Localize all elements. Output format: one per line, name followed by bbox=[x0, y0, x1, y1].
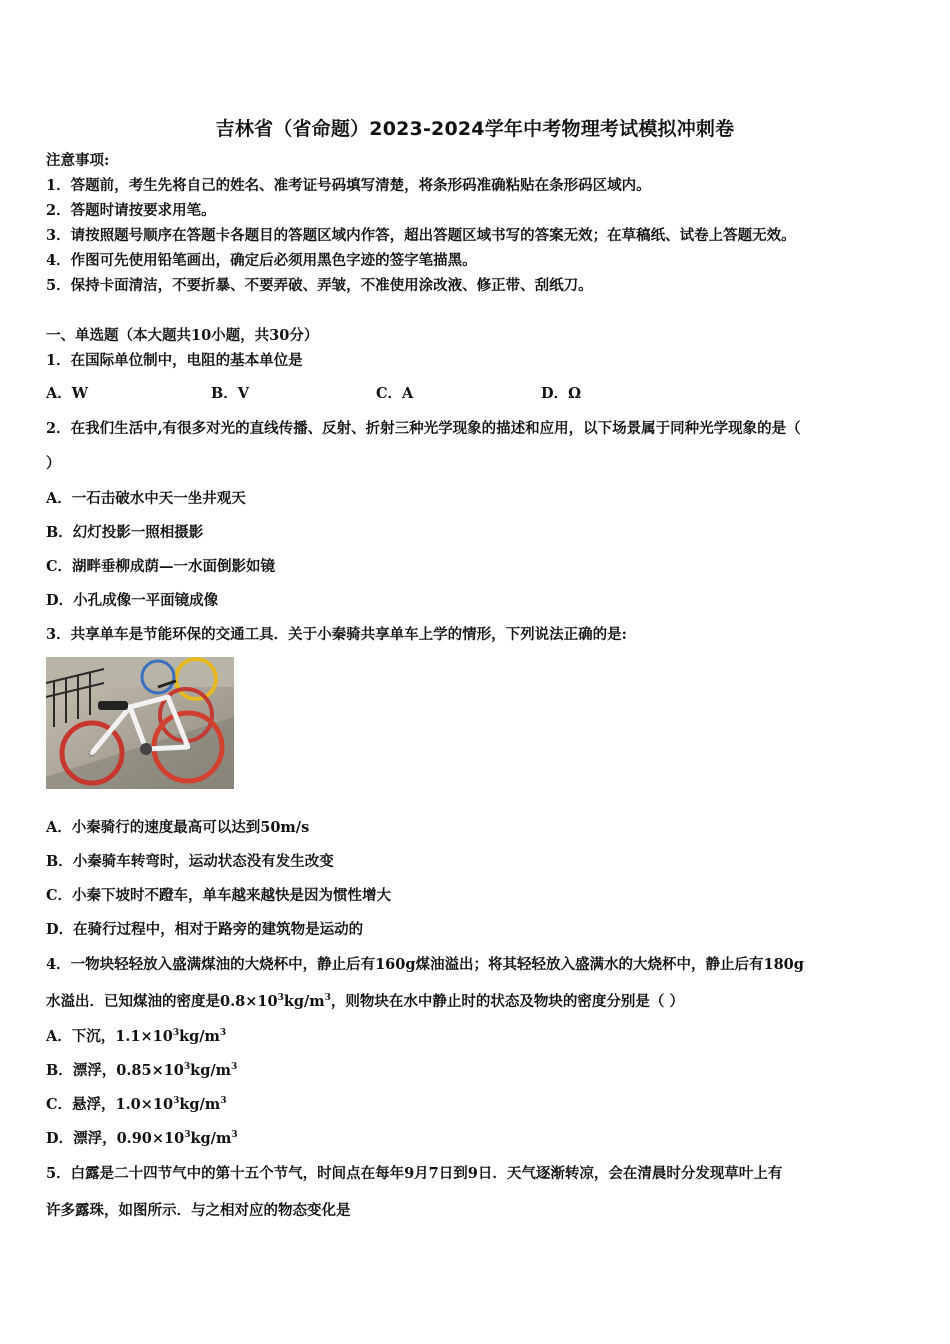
q2-stem-line1: 2．在我们生活中,有很多对光的直线传播、反射、折射三种光学现象的描述和应用，以下场景属于同种光学现象的是（ bbox=[46, 420, 801, 437]
q4-option-a-unit: kg/m bbox=[179, 1028, 220, 1045]
q2-option-c: C．湖畔垂柳成荫—一水面倒影如镜 bbox=[46, 558, 276, 575]
q4-option-c-text: C．悬浮，1.0×10 bbox=[46, 1096, 174, 1113]
q5-stem-line2: 许多露珠，如图所示．与之相对应的物态变化是 bbox=[46, 1202, 351, 1219]
q3-stem: 3．共享单车是节能环保的交通工具．关于小秦骑共享单车上学的情形，下列说法正确的是: bbox=[46, 626, 627, 643]
q4-option-c-exp: 3 bbox=[173, 1096, 180, 1106]
q3-option-c: C．小秦下坡时不蹬车，单车越来越快是因为惯性增大 bbox=[46, 887, 392, 904]
q1-option-a: A．W bbox=[46, 385, 89, 402]
q2-stem-line2: ） bbox=[46, 455, 61, 472]
q4-option-b-unit: kg/m bbox=[190, 1062, 231, 1079]
q4-option-a-unit-exp: 3 bbox=[219, 1028, 227, 1038]
q4-option-b bbox=[46, 1061, 237, 1081]
q4-option-c bbox=[46, 1095, 226, 1115]
q3-option-a: A．小秦骑行的速度最高可以达到50m/s bbox=[46, 819, 310, 836]
q4-stem-text-c: ，则物块在水中静止时的状态及物块的密度分别是（ ） bbox=[330, 993, 684, 1010]
q4-option-d-exp: 3 bbox=[184, 1130, 191, 1140]
q4-option-a bbox=[46, 1027, 226, 1047]
q2-option-d: D．小孔成像一平面镜成像 bbox=[46, 592, 219, 609]
page-title: 吉林省（省命题）2023-2024学年中考物理考试模拟冲刺卷 bbox=[215, 118, 735, 140]
q3-option-d: D．在骑行过程中，相对于路旁的建筑物是运动的 bbox=[46, 921, 364, 938]
q1-option-d: D．Ω bbox=[541, 385, 581, 402]
q5-stem-line1: 5．白露是二十四节气中的第十五个节气，时间点在每年9月7日到9日．天气逐渐转凉，会在清晨时分发现草叶上有 bbox=[46, 1165, 783, 1182]
q4-option-b-unit-exp: 3 bbox=[231, 1062, 238, 1072]
q3-option-b: B．小秦骑车转弯时，运动状态没有发生改变 bbox=[46, 853, 334, 870]
q4-option-c-unit: kg/m bbox=[179, 1096, 221, 1113]
q4-stem-text-b: kg/m bbox=[283, 993, 325, 1010]
q4-stem-line1: 4．一物块轻轻放入盛满煤油的大烧杯中，静止后有160g煤油溢出；将其轻轻放入盛满水的大烧杯中，静止后有180g bbox=[46, 956, 804, 973]
q1-option-b: B．V bbox=[211, 385, 250, 402]
section-heading: 一、单选题（本大题共10小题，共30分） bbox=[46, 327, 319, 344]
q4-option-a-exp: 3 bbox=[172, 1028, 180, 1038]
q4-stem-line2 bbox=[46, 992, 684, 1012]
q4-option-d-unit-exp: 3 bbox=[231, 1130, 238, 1140]
q4-stem-text-a: 水溢出．已知煤油的密度是0.8×10 bbox=[46, 993, 278, 1010]
notice-heading: 注意事项: bbox=[46, 152, 110, 169]
q1-stem: 1．在国际单位制中，电阻的基本单位是 bbox=[46, 352, 303, 369]
q4-option-d bbox=[46, 1129, 238, 1149]
q4-option-b-exp: 3 bbox=[183, 1062, 191, 1072]
q2-option-a: A．一石击破水中天一坐井观天 bbox=[46, 490, 246, 507]
q2-option-b: B．幻灯投影一照相摄影 bbox=[46, 524, 204, 541]
q4-stem-exp-2: 3 bbox=[324, 993, 331, 1003]
q4-option-a-text: A．下沉，1.1×10 bbox=[46, 1028, 173, 1045]
bicycle-photo bbox=[46, 657, 234, 789]
q4-option-d-unit: kg/m bbox=[190, 1130, 232, 1147]
notice-item-1: 1．答题前，考生先将自己的姓名、准考证号码填写清楚，将条形码准确粘贴在条形码区域内。 bbox=[46, 177, 651, 194]
q4-option-d-text: D．漂浮，0.90×10 bbox=[46, 1130, 185, 1147]
q1-option-c: C．A bbox=[376, 385, 414, 402]
notice-item-5: 5．保持卡面清洁，不要折暴、不要弄破、弄皱，不准使用涂改液、修正带、刮纸刀。 bbox=[46, 277, 593, 294]
q4-option-c-unit-exp: 3 bbox=[220, 1096, 227, 1106]
notice-item-2: 2．答题时请按要求用笔。 bbox=[46, 202, 216, 219]
notice-item-4: 4．作图可先使用铅笔画出，确定后必须用黑色字迹的签字笔描黑。 bbox=[46, 252, 477, 269]
notice-item-3: 3．请按照题号顺序在答题卡各题目的答题区域内作答，超出答题区域书写的答案无效；在草稿纸、试卷上答题无效。 bbox=[46, 227, 796, 244]
q4-stem-exp-1: 3 bbox=[277, 993, 284, 1003]
q4-option-b-text: B．漂浮，0.85×10 bbox=[46, 1062, 184, 1079]
